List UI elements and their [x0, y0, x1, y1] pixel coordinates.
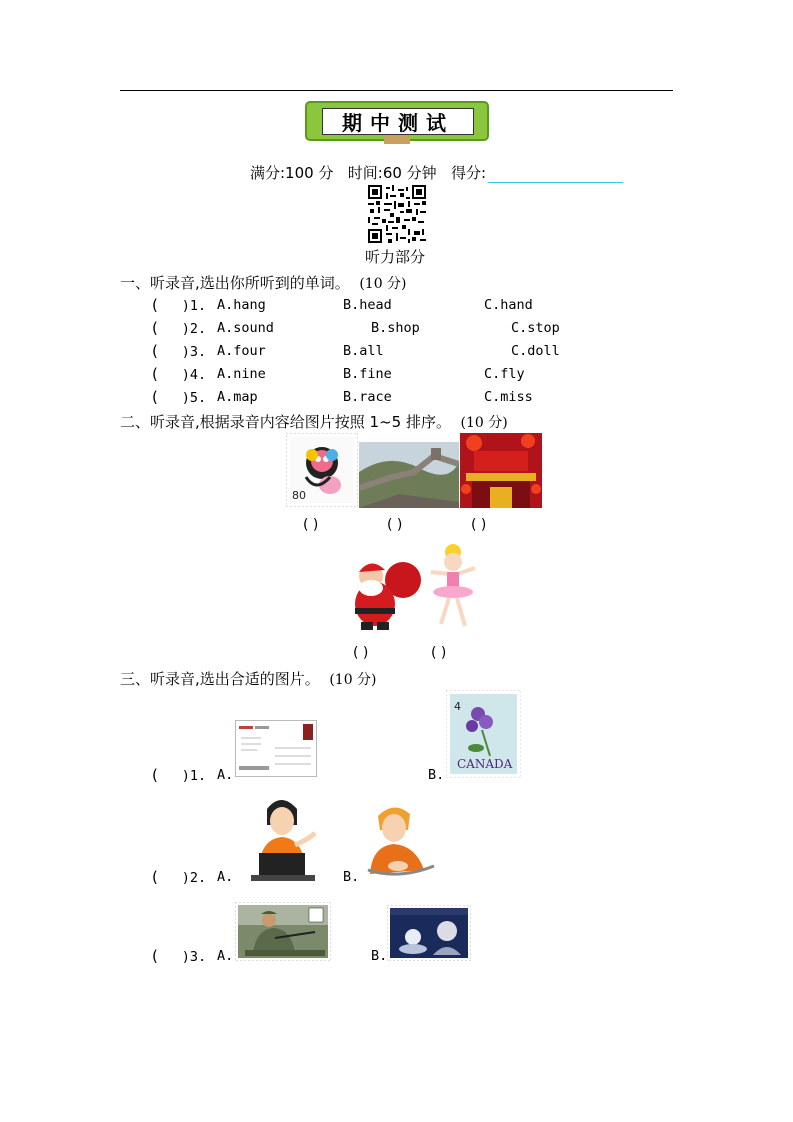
title-banner	[302, 100, 492, 144]
qr-code	[368, 185, 426, 243]
option-c[interactable]: C.fly	[484, 366, 525, 382]
page-title: 期中测试	[322, 108, 474, 135]
postcard-image[interactable]	[235, 720, 317, 777]
santa-claus-image	[345, 558, 425, 633]
option-b[interactable]: B.	[428, 767, 445, 783]
option-b[interactable]: B.all	[343, 343, 384, 359]
answer-blank[interactable]: (	[152, 868, 182, 886]
list-item	[152, 319, 206, 337]
option-a[interactable]: A.	[217, 869, 234, 885]
answer-blank[interactable]: (	[152, 766, 182, 784]
option-c[interactable]: C.stop	[511, 320, 560, 336]
monkey-stamp-image	[286, 433, 358, 507]
list-item	[152, 766, 206, 784]
section2-heading-text: 二、听录音,根据录音内容给图片按照 1~5 排序。	[120, 413, 451, 431]
option-a[interactable]: A.four	[217, 343, 266, 359]
score-blank[interactable]	[488, 168, 623, 183]
portrait-stamp-image[interactable]	[387, 905, 471, 961]
stamp-value: 80	[292, 489, 306, 502]
item-number: )2.	[181, 321, 207, 337]
answer-blank[interactable]: (	[152, 388, 182, 406]
answer-blank[interactable]: ( )	[471, 517, 487, 533]
spring-festival-image	[460, 433, 542, 508]
section1-points: (10 分)	[359, 276, 407, 292]
item-number: )1.	[181, 298, 207, 314]
soldier-stamp-image[interactable]	[235, 902, 331, 961]
option-b[interactable]: B.head	[343, 297, 392, 313]
time-limit: 时间:60 分钟	[347, 164, 437, 182]
item-number: )1.	[181, 768, 207, 784]
option-a[interactable]: A.sound	[217, 320, 274, 336]
list-item	[152, 296, 206, 314]
item-number: )4.	[181, 367, 207, 383]
answer-blank[interactable]: (	[152, 319, 182, 337]
answer-blank[interactable]: ( )	[353, 645, 369, 661]
woman-computer-image[interactable]	[245, 795, 320, 883]
option-b[interactable]: B.	[343, 869, 360, 885]
canada-stamp-image[interactable]	[446, 690, 521, 778]
item-number: )3.	[181, 949, 207, 965]
answer-blank[interactable]: ( )	[387, 517, 403, 533]
option-c[interactable]: C.doll	[511, 343, 560, 359]
top-rule	[120, 90, 673, 91]
option-a[interactable]: A.map	[217, 389, 258, 405]
answer-blank[interactable]: ( )	[303, 517, 319, 533]
section2-heading	[120, 411, 508, 432]
full-score: 满分:100 分	[250, 164, 334, 182]
item-number: )5.	[181, 390, 207, 406]
option-a[interactable]: A.nine	[217, 366, 266, 382]
option-b[interactable]: B.	[371, 948, 388, 964]
option-a[interactable]: A.	[217, 767, 234, 783]
option-c[interactable]: C.miss	[484, 389, 533, 405]
section3-heading-text: 三、听录音,选出合适的图片。	[120, 670, 320, 688]
section2-points: (10 分)	[460, 415, 508, 431]
option-b[interactable]: B.fine	[343, 366, 392, 382]
item-number: )2.	[181, 870, 207, 886]
score-line	[250, 162, 623, 183]
great-wall-image	[359, 442, 459, 508]
list-item	[152, 342, 206, 360]
section1-heading	[120, 272, 407, 293]
list-item	[152, 947, 206, 965]
ballerina-image	[425, 542, 480, 632]
option-a[interactable]: A.hang	[217, 297, 266, 313]
option-b[interactable]: B.shop	[371, 320, 420, 336]
option-b[interactable]: B.race	[343, 389, 392, 405]
answer-blank[interactable]: (	[152, 296, 182, 314]
score-label: 得分:	[451, 164, 487, 182]
stamp-country: CANADA	[457, 757, 513, 771]
listening-title: 听力部分	[365, 248, 426, 266]
boy-writing-image[interactable]	[358, 800, 438, 882]
answer-blank[interactable]: ( )	[431, 645, 447, 661]
stamp-value-4: 4	[454, 700, 461, 713]
item-number: )3.	[181, 344, 207, 360]
section3-points: (10 分)	[329, 672, 377, 688]
option-c[interactable]: C.hand	[484, 297, 533, 313]
section3-heading	[120, 668, 377, 689]
answer-blank[interactable]: (	[152, 342, 182, 360]
list-item	[152, 365, 206, 383]
list-item	[152, 868, 206, 886]
answer-blank[interactable]: (	[152, 365, 182, 383]
list-item	[152, 388, 206, 406]
option-a[interactable]: A.	[217, 948, 234, 964]
section1-heading-text: 一、听录音,选出你所听到的单词。	[120, 274, 350, 292]
answer-blank[interactable]: (	[152, 947, 182, 965]
